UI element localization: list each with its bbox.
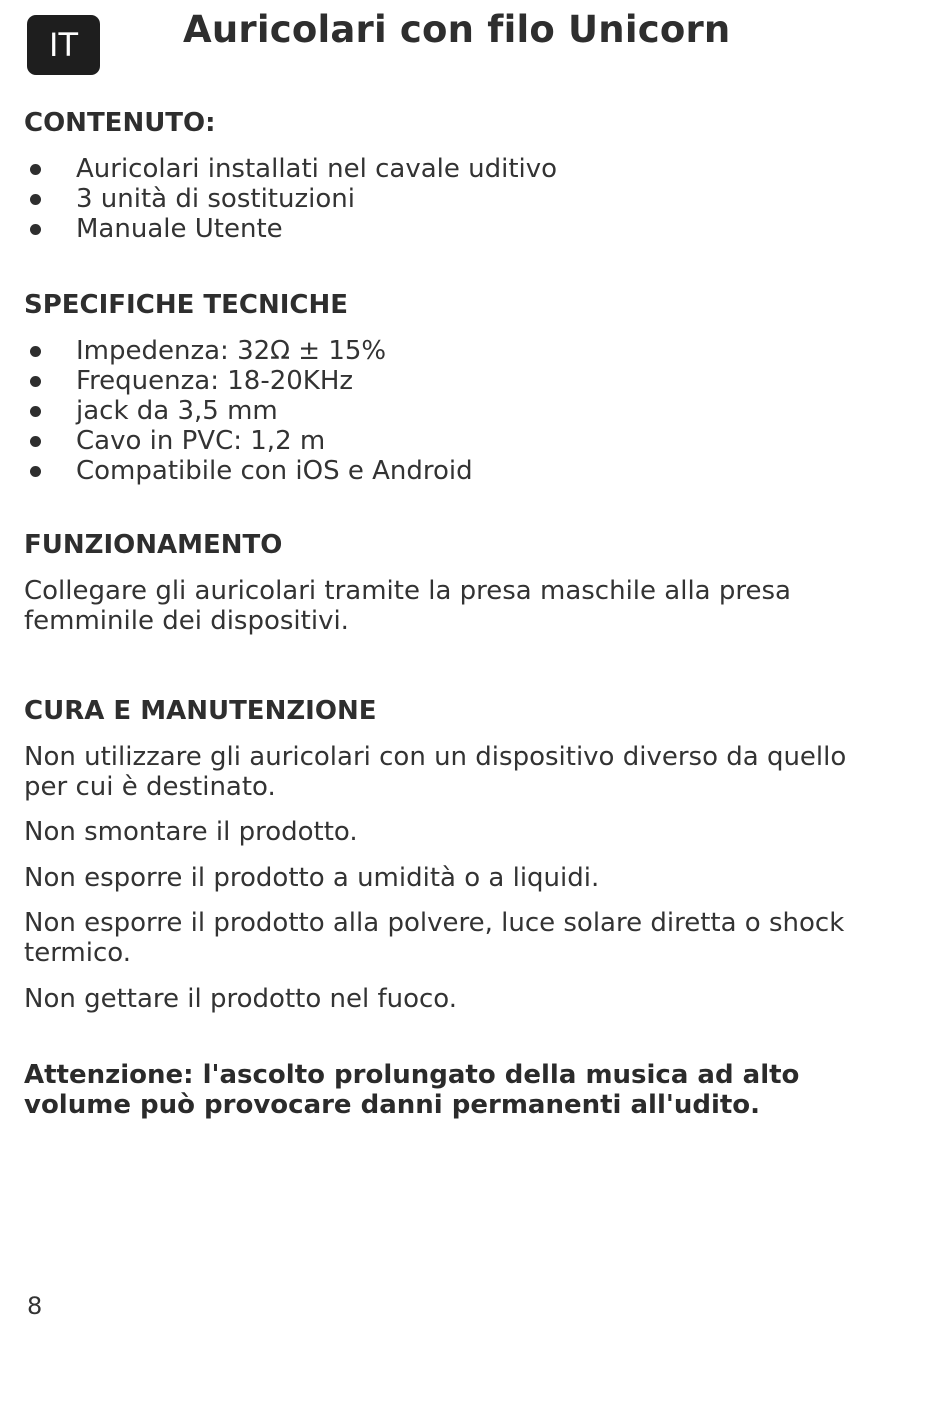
specifiche-list <box>24 336 904 486</box>
bullet-icon <box>30 466 41 477</box>
list-item: Manuale Utente <box>24 214 904 244</box>
section-heading-contenuto: CONTENUTO: <box>24 108 216 138</box>
section-contenuto <box>24 108 904 138</box>
list-item: jack da 3,5 mm <box>24 396 904 426</box>
paragraph: Non gettare il prodotto nel fuoco. <box>24 984 458 1014</box>
page-number: 8 <box>27 1292 43 1320</box>
cura-paragraph-1 <box>24 742 904 802</box>
list-item: Compatibile con iOS e Android <box>24 456 904 486</box>
bullet-icon <box>30 376 41 387</box>
paragraph: Non smontare il prodotto. <box>24 817 358 847</box>
paragraph: Non esporre il prodotto a umidità o a liquidi. <box>24 863 600 893</box>
language-badge <box>27 15 100 75</box>
bullet-icon <box>30 164 41 175</box>
page-title: Auricolari con filo Unicorn <box>183 8 731 51</box>
bullet-icon <box>30 436 41 447</box>
cura-paragraph-4 <box>24 908 904 968</box>
contenuto-list <box>24 154 904 244</box>
list-item: 3 unità di sostituzioni <box>24 184 904 214</box>
list-item: Cavo in PVC: 1,2 m <box>24 426 904 456</box>
list-item: Auricolari installati nel cavale uditivo <box>24 154 904 184</box>
cura-paragraph-3 <box>24 863 904 893</box>
paragraph: Non utilizzare gli auricolari con un dispositivo diverso da quello per cui è destinato. <box>24 742 847 802</box>
section-heading-specifiche: SPECIFICHE TECNICHE <box>24 290 348 320</box>
list-item: Impedenza: 32Ω ± 15% <box>24 336 904 366</box>
bullet-icon <box>30 406 41 417</box>
bullet-icon <box>30 194 41 205</box>
section-heading-funzionamento: FUNZIONAMENTO <box>24 530 283 560</box>
warning-text: Attenzione: l'ascolto prolungato della musica ad alto volume può provocare danni permanenti all'udito. <box>24 1060 800 1120</box>
cura-paragraph-2 <box>24 817 904 847</box>
section-cura <box>24 696 904 726</box>
section-specifiche <box>24 290 904 320</box>
list-item: Frequenza: 18-20KHz <box>24 366 904 396</box>
language-badge-label: IT <box>49 26 78 64</box>
bullet-icon <box>30 346 41 357</box>
warning-notice <box>24 1060 904 1120</box>
cura-paragraph-5 <box>24 984 904 1014</box>
section-funzionamento <box>24 530 904 560</box>
paragraph: Non esporre il prodotto alla polvere, luce solare diretta o shock termico. <box>24 908 845 968</box>
paragraph: Collegare gli auricolari tramite la presa maschile alla presa femminile dei dispositivi. <box>24 576 791 636</box>
funzionamento-text <box>24 576 904 636</box>
section-heading-cura: CURA E MANUTENZIONE <box>24 696 377 726</box>
bullet-icon <box>30 224 41 235</box>
